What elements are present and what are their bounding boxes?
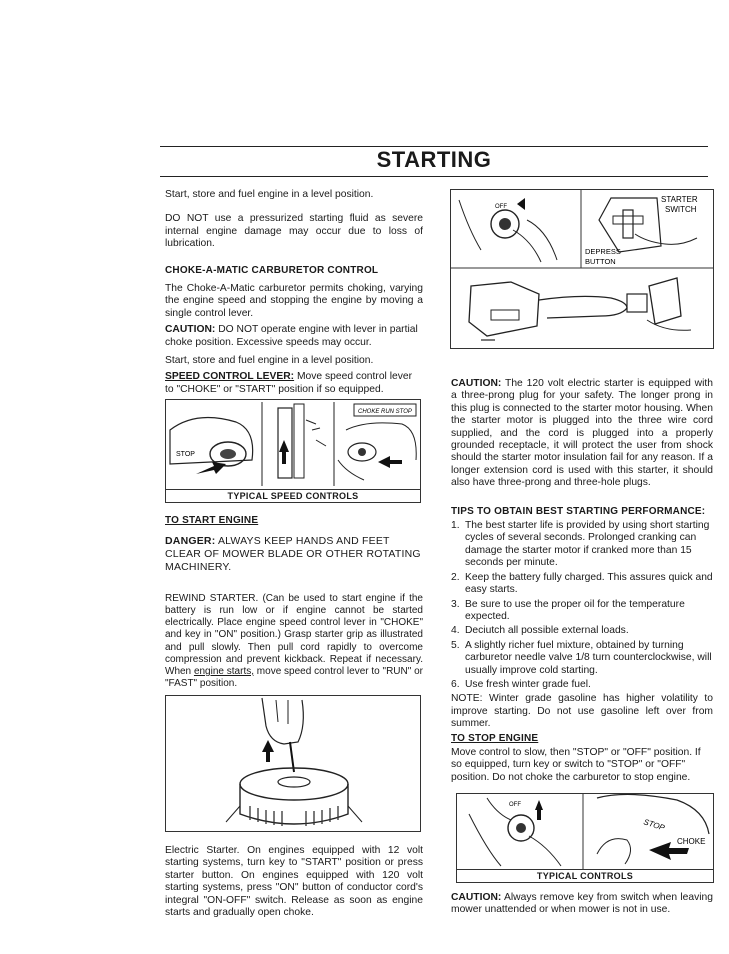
to-start-heading: TO START ENGINE — [165, 515, 259, 526]
rewind-text-part1: REWIND STARTER. (Can be used to start engine if the battery is run low or if engine cannot be started electrically. Place engine speed control lever in "CHOKE" and key in "ON" position.) Grasp starter grip as illustrated and pull slowly. Then pull cord rapidly to overcome compression and prevent kickback. Repeat if necessary. When — [165, 593, 423, 677]
list-item-text: The best starter life is provided by using short starting cycles of several seconds. Prolonged cranking can damage the starter motor if cranked more than 15 seconds per minute. — [465, 520, 710, 569]
danger-body: ALWAYS KEEP HANDS AND FEET CLEAR OF MOWER BLADE OR OTHER ROTATING MACHINERY. — [165, 535, 421, 573]
list-item-text: Be sure to use the proper oil for the temperature expected. — [465, 598, 685, 622]
electric-starter-text: Electric Starter. On engines equipped with 12 volt starting systems, turn key to "START" position or press starter button. On engines equipped with 120 volt starting systems, press "ON" button of conductor cord's integral "ON-OFF" switch. Release as soon as engine starts and gradually open choke. — [165, 845, 423, 919]
typical-controls-caption: TYPICAL CONTROLS — [457, 869, 713, 882]
start-store-text: Start, store and fuel engine in a level position. — [165, 355, 374, 367]
switch-off-label: OFF — [495, 204, 507, 210]
final-caution — [451, 892, 713, 917]
speed-choke-label: CHOKE RUN STOP — [358, 409, 412, 415]
button-label: BUTTON — [585, 257, 616, 266]
depress-label: DEPRESS — [585, 247, 621, 256]
list-item — [451, 679, 713, 691]
list-item-number: 1. — [451, 520, 460, 532]
page-title: STARTING — [376, 147, 492, 172]
right-column — [451, 378, 713, 784]
choke-heading: CHOKE-A-MATIC CARBURETOR CONTROL — [165, 264, 379, 276]
list-item-number: 4. — [451, 625, 460, 637]
controls-choke-label: CHOKE — [677, 837, 706, 846]
winter-note: NOTE: Winter grade gasoline has higher volatility to improve starting. Do not use gasoline left over from summer. — [451, 693, 713, 730]
rewind-text-underlined: engine starts, — [193, 665, 254, 677]
electric-starter-figure — [450, 189, 714, 349]
list-item-text: Use fresh winter grade fuel. — [465, 678, 591, 690]
list-item — [451, 572, 713, 597]
list-item — [451, 520, 713, 570]
list-item-number: 3. — [451, 598, 460, 610]
list-item-text: A slightly richer fuel mixture, obtained by turning carburetor needle valve 1/8 turn counterclockwise, will usually improve cold starting. — [465, 639, 712, 676]
rewind-starter-illustration — [166, 696, 420, 831]
typical-controls-illustration — [457, 794, 713, 870]
caution-label: CAUTION: — [165, 324, 216, 336]
title-bottom-rule — [160, 176, 708, 177]
choke-caution — [165, 324, 423, 349]
list-item-number: 2. — [451, 571, 460, 583]
cord-caution-body: The 120 volt electric starter is equipped with a three-prong plug for your safety. The longer prong in this plug is connected to the starter motor housing. When the starter motor is plugged into the three wire cord supplied, and the cord is plugged into a properly grounded receptacle, it will protect the user from shock should the starter motor insulation fail for any reason. If a longer extension cord is used with this starter, it should also have three-prong and three-hole plugs. — [451, 378, 713, 489]
danger-text — [165, 535, 423, 573]
list-item-text: Keep the battery fully charged. This assures quick and easy starts. — [465, 571, 713, 596]
speed-label: SPEED CONTROL LEVER: — [165, 371, 295, 383]
switch-label: SWITCH — [665, 205, 697, 214]
starter-label: STARTER — [661, 195, 698, 204]
caution-body: DO NOT operate engine with lever in partial choke position. Excessive speeds may occur. — [165, 324, 418, 348]
intro-text: Start, store and fuel engine in a level position. — [165, 189, 374, 200]
rewind-starter-text — [165, 593, 423, 690]
tips-list — [451, 520, 713, 691]
cord-caution-label: CAUTION: — [451, 378, 502, 389]
electric-starter-illustration — [451, 190, 713, 348]
rewind-starter-figure — [165, 695, 421, 832]
arrow-icon — [196, 462, 226, 474]
list-item — [451, 640, 713, 677]
danger-label: DANGER: — [165, 535, 216, 548]
to-stop-heading: TO STOP ENGINE — [451, 732, 539, 744]
speed-control-text — [165, 371, 423, 396]
tips-heading: TIPS TO OBTAIN BEST STARTING PERFORMANCE: — [451, 505, 706, 517]
list-item-number: 6. — [451, 678, 460, 690]
controls-off-label: OFF — [509, 802, 521, 808]
choke-body: The Choke-A-Matic carburetor permits choking, varying the engine speed and stopping the engine by moving a single control lever. — [165, 283, 423, 319]
controls-stop-label: STOP — [642, 817, 666, 833]
speed-controls-figure — [165, 399, 421, 503]
cord-caution — [451, 378, 713, 490]
typical-controls-figure — [456, 793, 714, 883]
to-stop-body: Move control to slow, then "STOP" or "OFF" position. If so equipped, turn key or switch to "STOP" or "OFF" position. Do not choke the carburetor to stop engine. — [451, 746, 701, 783]
final-caution-body: Always remove key from switch when leaving mower unattended or when mower is not in use. — [451, 892, 713, 916]
left-column — [165, 189, 423, 396]
rewind-text-part2: move speed control lever to "RUN" or "FAST" position. — [165, 665, 423, 689]
list-item — [451, 625, 713, 637]
list-item-text: Deciutch all possible external loads. — [465, 625, 629, 637]
speed-controls-illustration — [166, 400, 420, 488]
left-column-lower — [165, 515, 423, 690]
list-item — [451, 599, 713, 624]
speed-controls-caption: TYPICAL SPEED CONTROLS — [166, 489, 420, 502]
speed-body: Move speed control lever to "CHOKE" or "START" position if so equipped. — [165, 371, 413, 395]
speed-stop-label: STOP — [176, 451, 195, 458]
do-not-warning: DO NOT use a pressurized starting fluid as severe internal engine damage may occur due to loss of lubrication. — [165, 213, 423, 250]
list-item-number: 5. — [451, 639, 460, 651]
final-caution-label: CAUTION: — [451, 892, 502, 903]
